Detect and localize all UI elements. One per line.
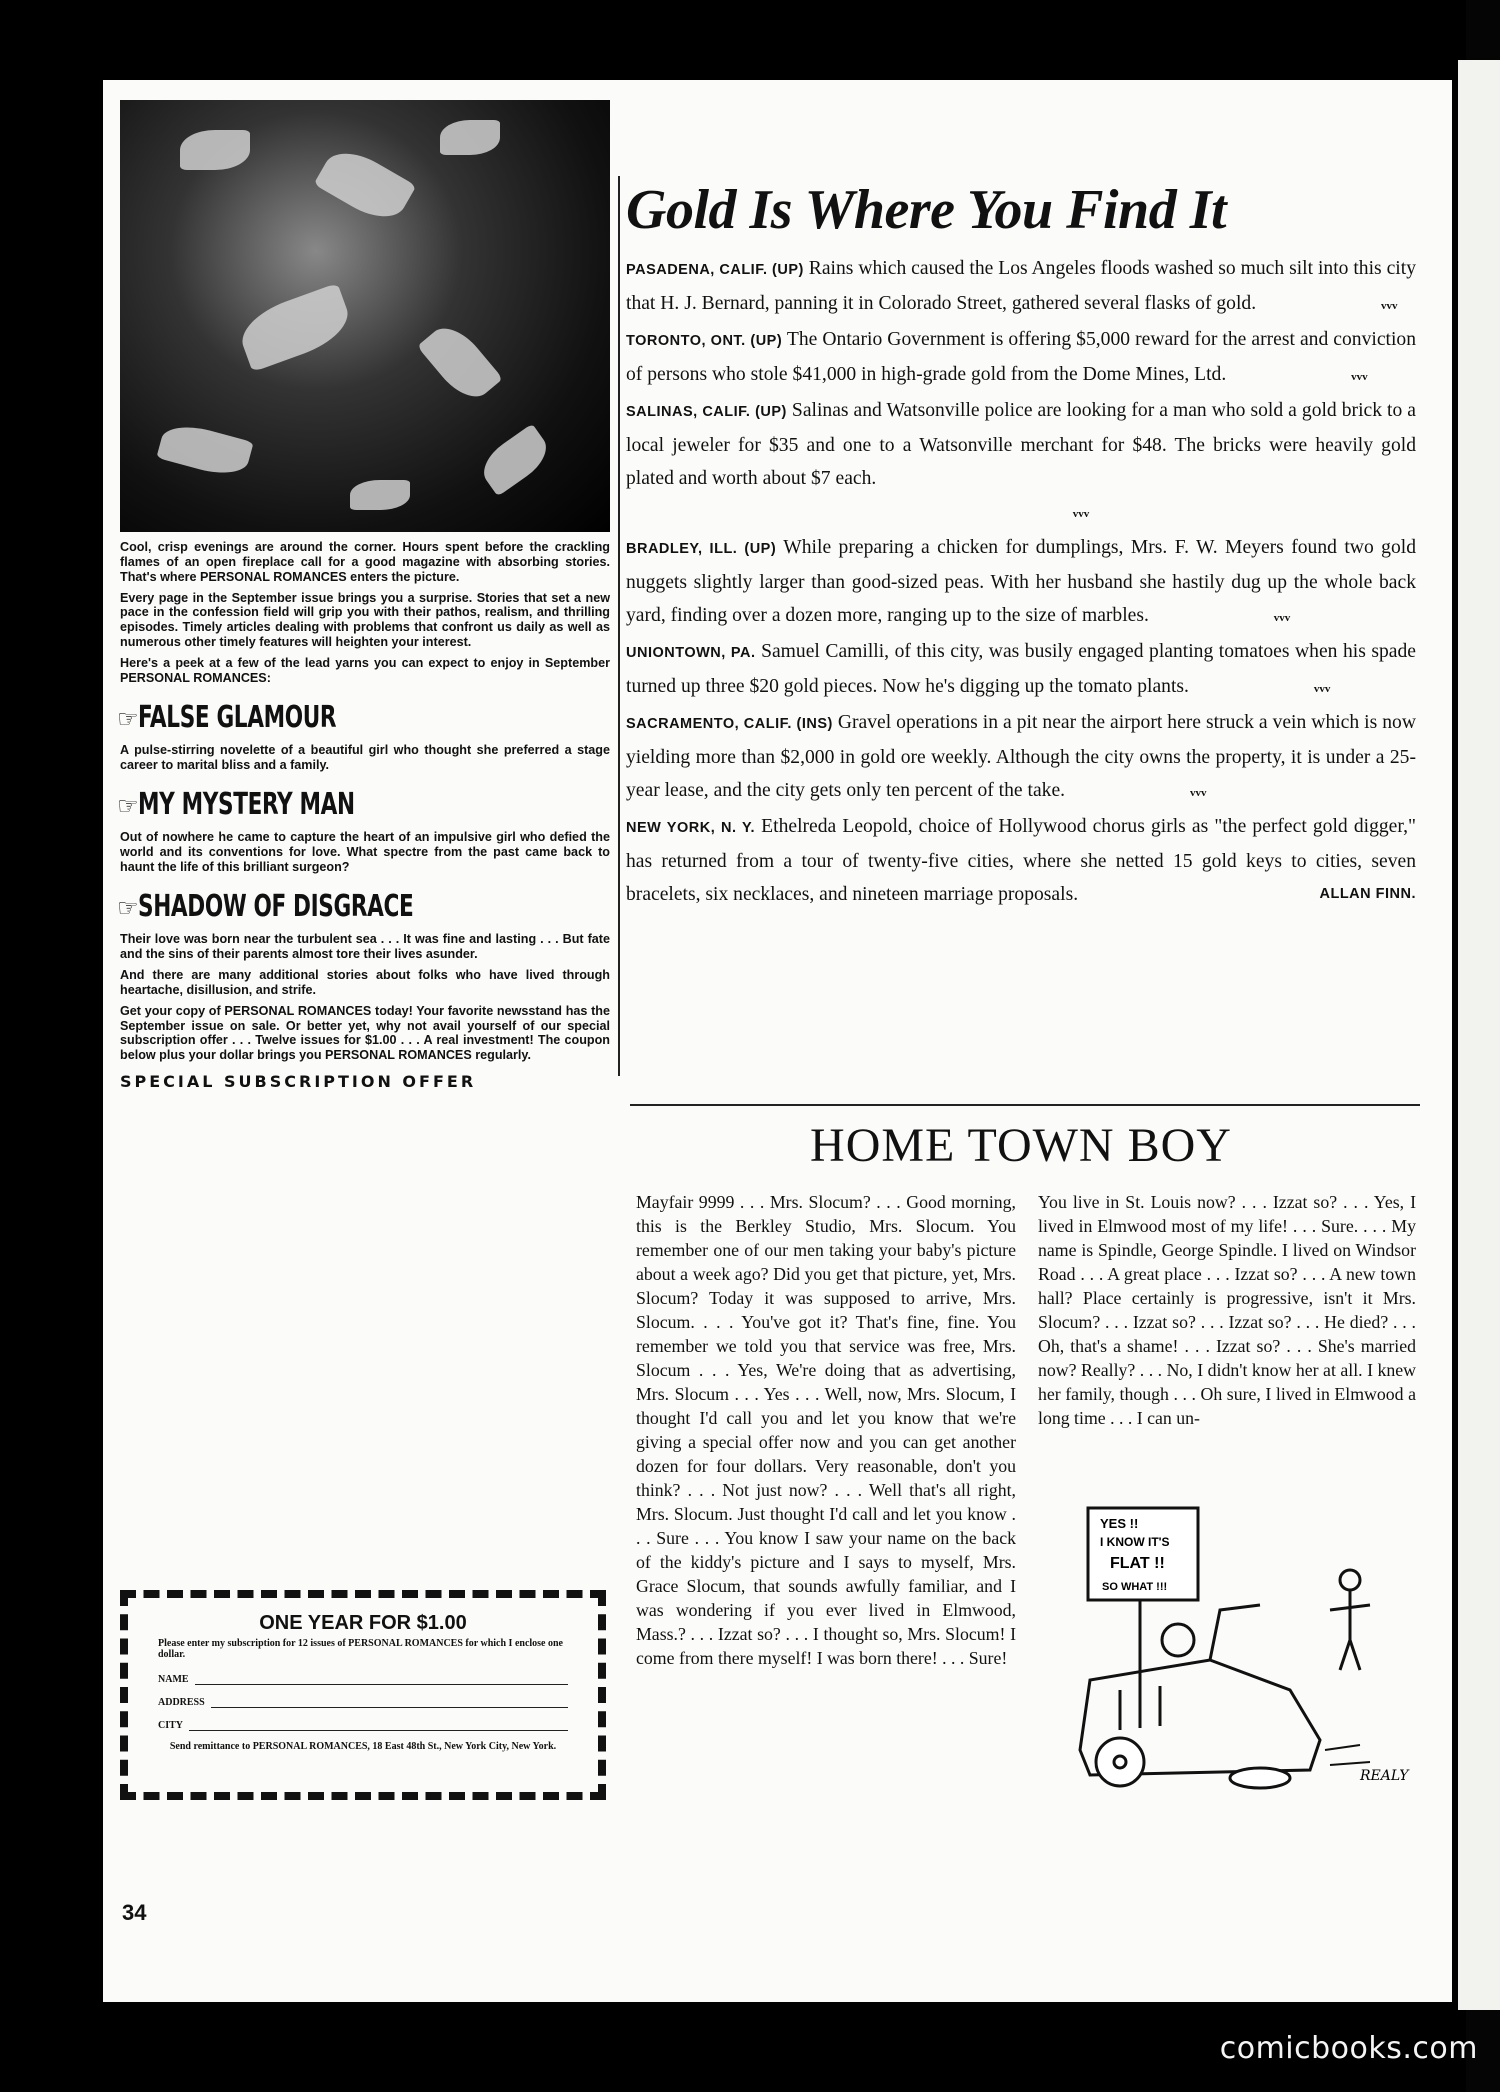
separator-ornament: vvv bbox=[1351, 371, 1368, 383]
sign-line-1: YES !! bbox=[1100, 1516, 1139, 1531]
page-number: 34 bbox=[122, 1900, 147, 1925]
pointing-hand-icon: ☞ bbox=[116, 893, 139, 922]
story-blurb: Out of nowhere he came to capture the heart of an impulsive girl who defied the world and its conventions for love. What spectre from the past came back to haunt the life of this brilliant surgeon? bbox=[120, 830, 610, 874]
cartoon-car bbox=[1080, 1605, 1320, 1788]
story-title-my-mystery-man: ☞MY MYSTERY MAN bbox=[116, 786, 355, 822]
cartoon-man bbox=[1330, 1570, 1370, 1670]
news-item: TORONTO, ONT. (UP) The Ontario Government is offering $5,000 reward for the arrest and conviction of persons who stole $41,000 in high-grade gold from the Dome Mines, Ltd. vvv bbox=[626, 329, 1417, 385]
site-watermark: comicbooks.com bbox=[1219, 2031, 1478, 2066]
story-blurb: A pulse-stirring novelette of a beautiful girl who thought she preferred a stage career to marital bliss and a family. bbox=[120, 743, 610, 772]
ad-intro: Cool, crisp evenings are around the corner. Hours spent before the crackling flames of an open fireplace call for a good magazine with absorbing stories. That's where PERSONAL ROMANCES enters the picture. bbox=[120, 540, 610, 584]
ad-paragraph-3: Here's a peek at a few of the lead yarns you can expect to enjoy in September PERSONAL ROMANCES: bbox=[120, 656, 610, 685]
news-item: PASADENA, CALIF. (UP) Rains which caused the Los Angeles floods washed so much silt into this city that H. J. Bernard, panning it in Colorado Street, gathered several flasks of gold. vvv bbox=[626, 258, 1416, 314]
hometown-column-1: Mayfair 9999 . . . Mrs. Slocum? . . . Good morning, this is the Berkley Studio, Mrs. Slocum. You remember one of our men taking your baby's picture about a week ago? Did you get that picture, yet, Mrs. Slocum? Today it was supposed to arrive, Mrs. Slocum. . . . You've got it? That's fine, fine. You remember we told you that service was free, Mrs. Slocum . . . Yes, We're doing that as advertising, Mrs. Slocum . . . Yes . . . Well, now, Mrs. Slocum, I thought I'd call you and let you know that we're giving a special offer now and you can get another dozen for four dollars. Very reasonable, don't you think? . . . Not just now? . . . Well that's all right, Mrs. Slocum. Just thought I'd call and let you know . . . Sure . . . You know I saw your name on the back of the kiddy's picture and I says to myself, Mrs. Grace Slocum, that sounds awfully familiar, and I was wondering if you ever lived in Elmwood, Mass.? . . . Izzat so? . . . I thought so, Mrs. Slocum! I come from there myself! I was born there! . . . Sure! bbox=[636, 1192, 1016, 1668]
news-item: SALINAS, CALIF. (UP) Salinas and Watsonville police are looking for a man who sold a gold brick to a local jeweler for $35 and one to a Watsonville merchant for $48. The bricks were heavily gold plated and worth about $7 each. bbox=[626, 400, 1416, 489]
section-divider bbox=[630, 1104, 1420, 1106]
coupon-address-field[interactable] bbox=[158, 1697, 568, 1708]
gold-news-items bbox=[626, 252, 1416, 911]
news-item bbox=[746, 495, 1416, 531]
story-blurb: Their love was born near the turbulent sea . . . It was fine and lasting . . . But fate and the sins of their parents almost tore their lives asunder. bbox=[120, 932, 610, 962]
news-item: SACRAMENTO, CALIF. (INS) Gravel operations in a pit near the airport here struck a vein which is now yielding more than $2,000 in gold ore weekly. Although the city owns the property, it is under a 25-year lease, and the city gets only ten percent of the take. vvv bbox=[626, 712, 1416, 801]
gold-headline: Gold Is Where You Find It bbox=[626, 179, 1227, 241]
byline: ALLAN FINN. bbox=[1319, 886, 1416, 902]
hometown-column-2: You live in St. Louis now? . . . Izzat so? . . . Yes, I lived in Elmwood most of my life! . . . Sure. . . . My name is Spindle, George Spindle. I lived on Windsor Road . . . A great place . . . Izzat so? . . . A new town hall? Place certainly is progressive, isn't it Mrs. Slocum? . . . Izzat so? . . . Izzat so? . . . He died? . . . Oh, that's a shame! . . . Izzat so? . . . She's married now? Really? . . . No, I didn't know her at all. I knew her family, though . . . Oh sure, I lived in Elmwood a long time . . . I can un- bbox=[1038, 1192, 1416, 1428]
offer-heading: SPECIAL SUBSCRIPTION OFFER bbox=[120, 1072, 477, 1092]
cartoon-sign bbox=[1088, 1508, 1198, 1690]
separator-ornament: vvv bbox=[1313, 683, 1331, 695]
sign-line-4: SO WHAT !!! bbox=[1102, 1581, 1168, 1593]
separator-ornament: vvv bbox=[1381, 300, 1398, 312]
cartoon-signature: REALY bbox=[1360, 1768, 1409, 1784]
coupon-city-field[interactable] bbox=[158, 1720, 568, 1731]
gold-article bbox=[626, 178, 1416, 911]
pointing-hand-icon: ☞ bbox=[116, 791, 139, 820]
subscription-ad bbox=[116, 540, 610, 1100]
coupon-note: Please enter my subscription for 12 issues of PERSONAL ROMANCES for which I enclose one dollar. bbox=[158, 1638, 563, 1660]
separator-ornament: vvv bbox=[1189, 787, 1207, 799]
column-divider bbox=[618, 176, 620, 1076]
city-label: CITY bbox=[158, 1720, 184, 1731]
coupon-remit: Send remittance to PERSONAL ROMANCES, 18 East 48th St., New York City, New York. bbox=[169, 1741, 557, 1752]
fireplace-photo bbox=[120, 100, 610, 532]
ad-paragraph-2: Every page in the September issue brings you a surprise. Stories that set a new pace in the confession field will grip you with their pathos, realism, and thrilling episodes. Timely articles dealing with problems that confront us daily as well as numerous other timely features will heighten your interest. bbox=[120, 590, 610, 650]
dust-lines bbox=[1325, 1745, 1370, 1765]
name-label: NAME bbox=[158, 1674, 189, 1685]
subscription-coupon[interactable] bbox=[120, 1590, 606, 1800]
news-item: BRADLEY, ILL. (UP) While preparing a chicken for dumplings, Mrs. F. W. Meyers found two gold nuggets slightly larger than good-sized peas. With her husband she hastily dug up the whole back yard, finding over a dozen more, ranging up to the size of marbles. vvv bbox=[626, 537, 1417, 626]
next-page-edge bbox=[1452, 60, 1500, 2010]
coupon-title: ONE YEAR FOR $1.00 bbox=[259, 1612, 467, 1634]
separator-ornament: vvv bbox=[1273, 612, 1291, 624]
ad-paragraph-5: Get your copy of PERSONAL ROMANCES today! Your favorite newsstand has the September issue on sale. Or better yet, why not avail yourself of our special subscription offer . . . Twelve issues for $1.00 . . . A real investment! The coupon below plus your dollar brings you PERSONAL ROMANCES regularly. bbox=[120, 1003, 610, 1063]
story-title-shadow-of-disgrace: ☞SHADOW OF DISGRACE bbox=[116, 888, 414, 924]
sign-line-3: FLAT !! bbox=[1110, 1555, 1165, 1572]
news-item: NEW YORK, N. Y. Ethelreda Leopold, choice of Hollywood chorus girls as "the perfect gold digger," has returned from a tour of twenty-five cities, where she netted 15 gold keys to cities, seven bracelets, six necklaces, and nineteen marriage proposals. ALLAN FINN. bbox=[626, 810, 1416, 911]
hometown-title: HOME TOWN BOY bbox=[810, 1119, 1232, 1172]
address-label: ADDRESS bbox=[158, 1697, 205, 1708]
pointing-hand-icon: ☞ bbox=[116, 704, 139, 733]
separator-ornament: vvv bbox=[1072, 508, 1090, 520]
story-title-false-glamour: ☞FALSE GLAMOUR bbox=[116, 699, 337, 735]
flat-tire-cartoon bbox=[1060, 1490, 1420, 1790]
coupon-name-field[interactable] bbox=[158, 1674, 568, 1685]
sign-line-2: I KNOW IT'S bbox=[1100, 1535, 1170, 1549]
news-item: UNIONTOWN, PA. Samuel Camilli, of this city, was busily engaged planting tomatoes when his spade turned up three $20 gold pieces. Now he's digging up the tomato plants. vvv bbox=[626, 641, 1417, 697]
ad-paragraph-4: And there are many additional stories about folks who have lived through heartache, disillusion, and strife. bbox=[120, 967, 610, 997]
